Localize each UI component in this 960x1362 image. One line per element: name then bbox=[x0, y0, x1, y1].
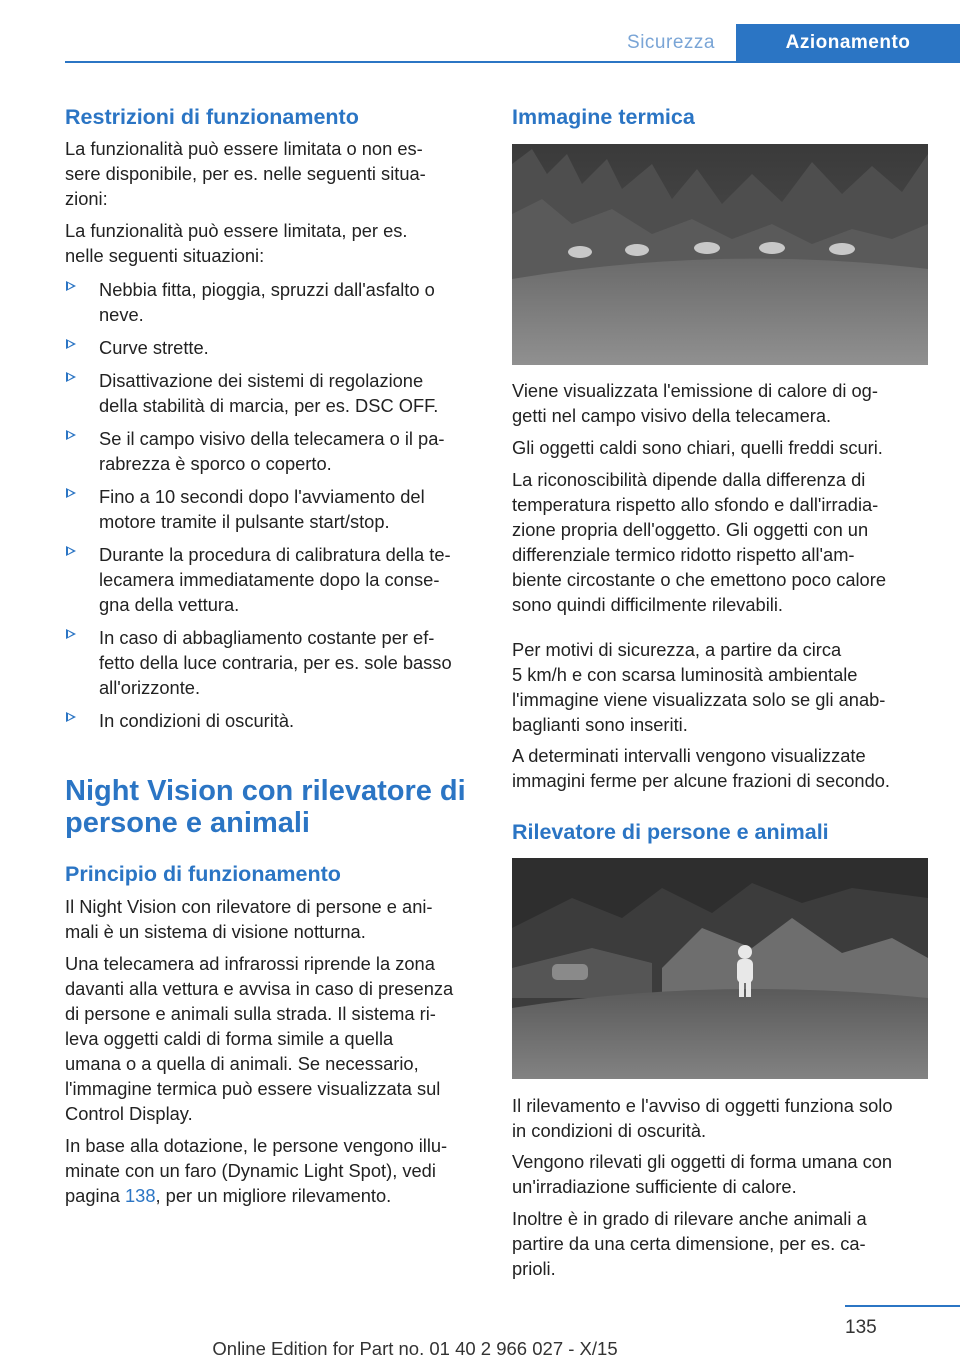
triangle-bullet-icon bbox=[66, 629, 76, 639]
page-link[interactable]: 138 bbox=[124, 1185, 156, 1206]
night-vision-heading: Night Vision con rilevatore di persone e animali bbox=[65, 775, 466, 839]
header-tab-active: Azionamento bbox=[736, 24, 960, 63]
thermal-paragraph-4: Per motivi di sicurezza, a partire da circa 5 km/h e con scarsa luminosità ambientale l'immagine viene visualizzata solo se gli anab- baglianti sono inseriti. bbox=[512, 639, 886, 735]
thermal-image bbox=[512, 144, 928, 365]
list-item: In condizioni di oscurità. bbox=[65, 708, 485, 733]
thermal-paragraph-1: Viene visualizzata l'emissione di calore di og- getti nel campo visivo della telecamera. bbox=[512, 380, 878, 426]
header-rule bbox=[65, 61, 960, 63]
restrictions-heading: Restrizioni di funzionamento bbox=[65, 105, 359, 129]
list-item: Se il campo visivo della telecamera o il pa- rabrezza è sporco o coperto. bbox=[65, 426, 485, 476]
triangle-bullet-icon bbox=[66, 281, 76, 291]
triangle-bullet-icon bbox=[66, 372, 76, 382]
thermal-paragraph-5: A determinati intervalli vengono visualizzate immagini ferme per alcune frazioni di secondo. bbox=[512, 745, 890, 791]
thermal-paragraph-2: Gli oggetti caldi sono chiari, quelli freddi scuri. bbox=[512, 437, 883, 458]
detector-paragraph-3: Inoltre è in grado di rilevare anche animali a partire da una certa dimensione, per es. ca- prioli. bbox=[512, 1208, 867, 1279]
header-tab-section: Sicurezza bbox=[627, 32, 715, 53]
detector-paragraph-2: Vengono rilevati gli oggetti di forma umana con un'irradiazione sufficiente di calore. bbox=[512, 1151, 893, 1197]
page-number: 135 bbox=[845, 1317, 877, 1338]
detector-paragraph-1: Il rilevamento e l'avviso di oggetti funziona solo in condizioni di oscurità. bbox=[512, 1095, 893, 1141]
list-item: Fino a 10 secondi dopo l'avviamento del motore tramite il pulsante start/stop. bbox=[65, 484, 485, 534]
triangle-bullet-icon bbox=[66, 339, 76, 349]
principle-paragraph-2: Una telecamera ad infrarossi riprende la zona davanti alla vettura e avvisa in caso di presenza di persone e animali sulla strada. Il sistema ri- leva oggetti caldi di forma simile a quella umana o a quella di animali. Se necessario, l'immagine termica può essere visualizzata sul Control Display. bbox=[65, 953, 454, 1124]
principle-paragraph-1: Il Night Vision con rilevatore di persone e ani- mali è un sistema di visione notturna. bbox=[65, 896, 433, 942]
triangle-bullet-icon bbox=[66, 488, 76, 498]
detector-heading: Rilevatore di persone e animali bbox=[512, 820, 829, 844]
principle-paragraph-3: In base alla dotazione, le persone vengono illu- minate con un faro (Dynamic Light Spot), vedi pagina 138, per un migliore rilevamento. bbox=[65, 1135, 448, 1206]
list-item: Curve strette. bbox=[65, 335, 485, 360]
thermal-heading: Immagine termica bbox=[512, 105, 695, 129]
restrictions-list bbox=[65, 277, 485, 733]
thermal-paragraph-3: La riconoscibilità dipende dalla differenza di temperatura rispetto allo sfondo e dall'irradia- zione propria dell'oggetto. Gli oggetti con un differenziale termico ridotto rispetto all'am- biente circostante o che emettono poco calore sono quindi difficilmente rilevabili. bbox=[512, 469, 886, 615]
list-item: Nebbia fitta, pioggia, spruzzi dall'asfalto o neve. bbox=[65, 277, 485, 327]
triangle-bullet-icon bbox=[66, 430, 76, 440]
principle-heading: Principio di funzionamento bbox=[65, 862, 341, 886]
triangle-bullet-icon bbox=[66, 546, 76, 556]
list-item: Disattivazione dei sistemi di regolazione della stabilità di marcia, per es. DSC OFF. bbox=[65, 368, 485, 418]
restrictions-paragraph-2: La funzionalità può essere limitata, per es. nelle seguenti situazioni: bbox=[65, 220, 408, 266]
triangle-bullet-icon bbox=[66, 712, 76, 722]
page-number-rule bbox=[845, 1305, 960, 1307]
footer-edition: Online Edition for Part no. 01 40 2 966 027 - X/15 bbox=[212, 1338, 618, 1359]
list-item: In caso di abbagliamento costante per ef- fetto della luce contraria, per es. sole basso all'orizzonte. bbox=[65, 625, 485, 700]
list-item: Durante la procedura di calibratura della te- lecamera immediatamente dopo la conse- gna della vettura. bbox=[65, 542, 485, 617]
detector-image bbox=[512, 858, 928, 1079]
restrictions-paragraph-1: La funzionalità può essere limitata o non es- sere disponibile, per es. nelle seguenti situa- zioni: bbox=[65, 138, 426, 209]
